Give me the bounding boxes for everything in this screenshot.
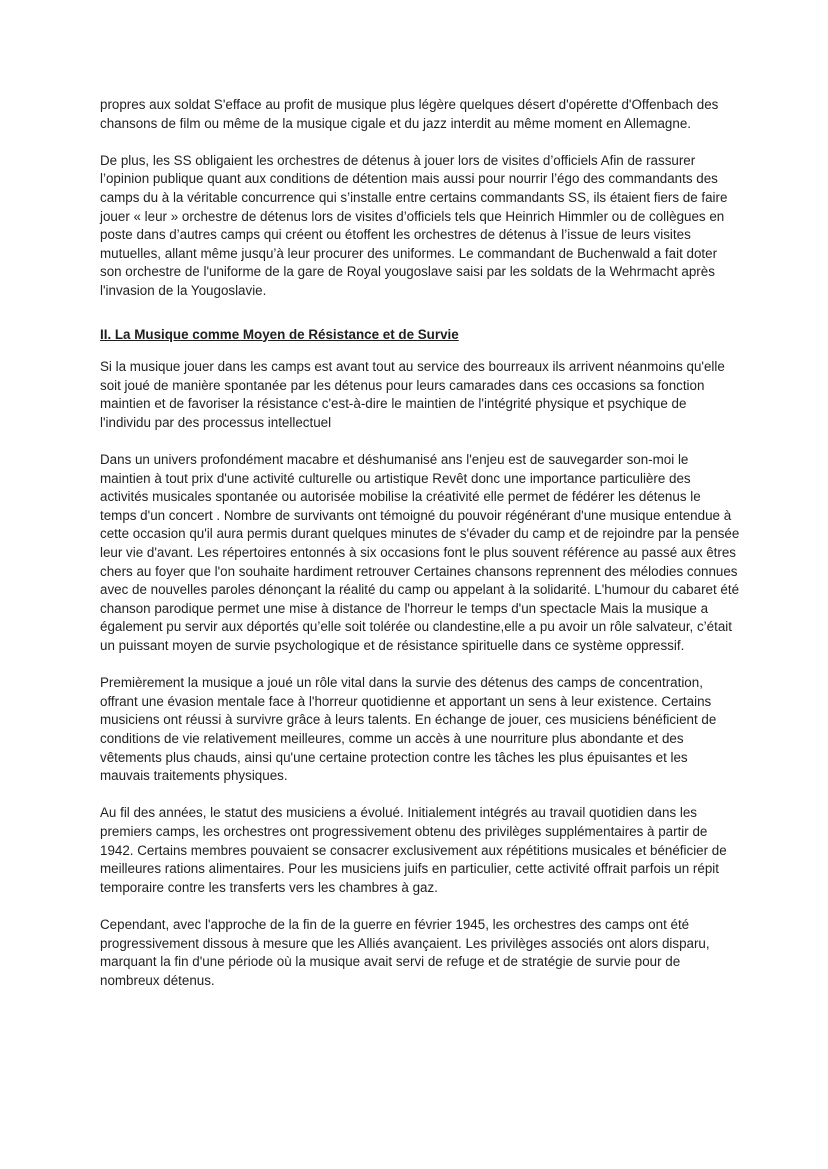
document-page [100, 96, 740, 1009]
paragraph-musician-status: Au fil des années, le statut des musiciens a évolué. Initialement intégrés au travail quotidien dans les premiers camps, les orchestres ont progressivement obtenu des privilèges supplémentaires à partir de 1942. Certains membres pouvaient se consacrer exclusivement aux répétitions musicales et bénéficier de meilleures rations alimentaires. Pour les musiciens juifs en particulier, cette activité offrait parfois un répit temporaire contre les transferts vers les chambres à gaz. [100, 805, 727, 895]
paragraph-end-of-war: Cependant, avec l'approche de la fin de la guerre en février 1945, les orchestres des camps ont été progressivement dissous à mesure que les Alliés avançaient. Les privilèges associés ont alors disparu, marquant la fin d'une période où la musique avait servi de refuge et de stratégie de survie pour de nombreux détenus. [100, 916, 710, 988]
section-heading: II. La Musique comme Moyen de Résistance et de Survie [100, 326, 459, 342]
paragraph-official-visits: De plus, les SS obligaient les orchestres de détenus à jouer lors de visites d’officiels Afin de rassurer l’opinion publique quant aux conditions de détention mais aussi pour nourrir l’égo des commandants des camps du à la véritable concurrence qui s’installe entre certains commandants SS, ils étaient fiers de faire jouer « leur » orchestre de détenus lors de visites d’officiels tels que Heinrich Himmler ou de collègues en poste dans d’autres camps qui créent ou étoffent les orchestres de détenus à l’issue de leurs visites mutuelles, allant même jusqu’à leur procurer des uniformes. Le commandant de Buchenwald a fait doter son orchestre de l'uniforme de la gare de Royal yougoslave saisi par les soldats de la Wehrmacht après l'invasion de la Yougoslavie. [100, 152, 728, 298]
paragraph-vital-role: Premièrement la musique a joué un rôle vital dans la survie des détenus des camps de concentration, offrant une évasion mentale face à l'horreur quotidienne et apportant un sens à leur existence. Certains musiciens ont réussi à survivre grâce à leurs talents. En échange de jouer, ces musiciens bénéficient de conditions de vie relativement meilleures, comme un accès à une nourriture plus abondante et des vêtements plus chauds, ainsi qu'une certaine protection contre les tâches les plus épuisantes et les mauvais traitements physiques. [100, 675, 717, 784]
paragraph-spontaneous-music: Si la musique jouer dans les camps est avant tout au service des bourreaux ils arrivent néanmoins qu'elle soit joué de manière spontanée par les détenus pour leurs camarades dans ces occasions sa fonction maintien et de favoriser la résistance c'est-à-dire le maintien de l'intégrité physique et psychique de l'individu par des processus intellectuel [100, 359, 725, 430]
paragraph-macabre-universe: Dans un univers profondément macabre et déshumanisé ans l'enjeu est de sauvegarder son-moi le maintien à tout prix d'une activité culturelle ou artistique Revêt donc une importance particulière des activités musicales spontanée ou autorisée mobilise la créativité elle permet de fédérer les détenus le temps d'un concert . Nombre de survivants ont témoigné du pouvoir régénérant d'une musique entendue à cette occasion qu'il aura permis durant quelques minutes de s'évader du camp et de rejoindre par la pensée leur vie d'avant. Les répertoires entonnés à six occasions font le plus souvent référence au passé aux êtres chers au foyer que l'on souhaite hardiment retrouver Certaines chansons reprennent des mélodies connues avec de nouvelles paroles dénonçant la réalité du camp ou appelant à la solidarité. L'humour du cabaret été chanson parodique permet une mise à distance de l'horreur le temps d'un spectacle Mais la musique a également pu servir aux déportés qu’elle soit tolérée ou clandestine,elle a pu avoir un rôle salvateur, c’était un puissant moyen de survie psychologique et de résistance spirituelle dans ce système oppressif. [100, 452, 740, 654]
paragraph-opera-jazz: propres aux soldat S'efface au profit de musique plus légère quelques désert d'opérette d'Offenbach des chansons de film ou même de la musique cigale et du jazz interdit au même moment en Allemagne. [100, 97, 719, 131]
